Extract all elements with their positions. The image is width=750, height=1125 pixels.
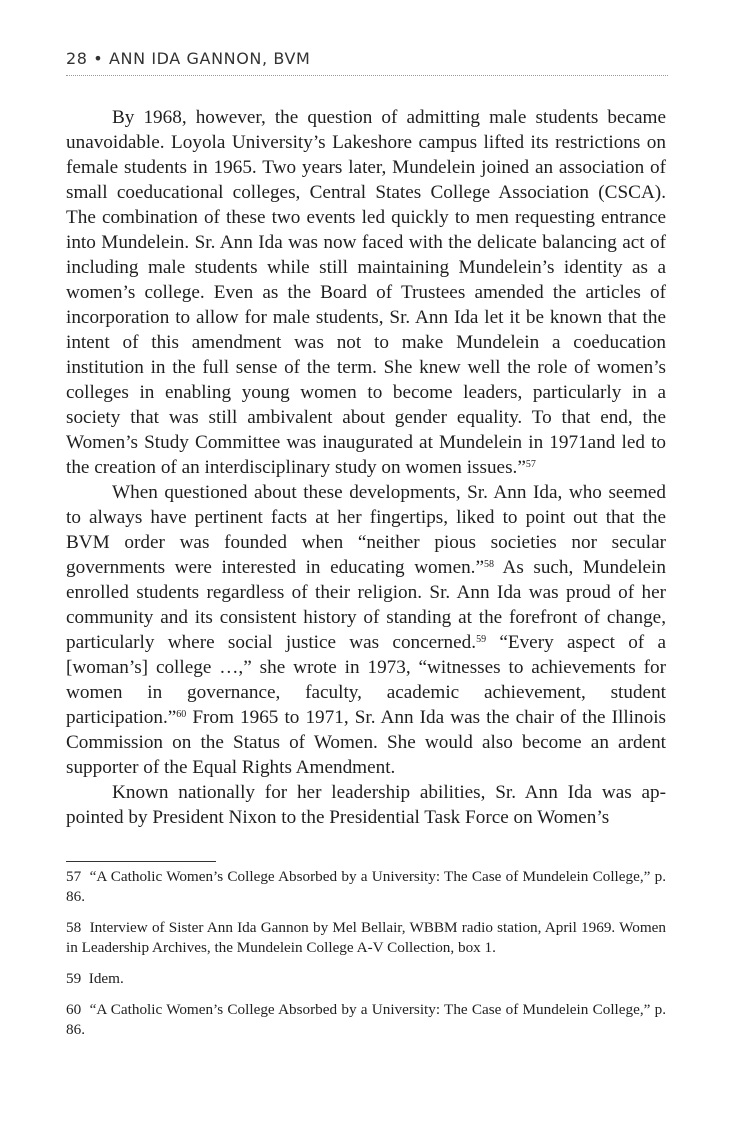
paragraph-text: As such, Mundelein enrolled students regardless of their religion. Sr. Ann Ida was proud of her community and its consistent history of standing at the forefront of change, particularly where social justice was concerned. [66, 557, 666, 653]
header-separator: • [93, 49, 104, 68]
footnote-ref: 60 [176, 709, 187, 720]
footnote-text: “A Catholic Women’s College Absorbed by a University: The Case of Mundelein College,” p. 86. [66, 1001, 666, 1038]
footnote-text: “A Catholic Women’s College Absorbed by a University: The Case of Mundelein College,” p. 86. [66, 868, 666, 905]
main-text [66, 105, 666, 830]
paragraph [66, 480, 666, 780]
footnote-text: Idem. [88, 970, 124, 987]
paragraph-text: Known nationally for her leadership abilities, Sr. Ann Ida was appointed by President Nixon to the Presidential Task Force on Women’s [66, 782, 666, 828]
footnote-text: Interview of Sister Ann Ida Gannon by Mel Bellair, WBBM radio station, April 1969. Women in Leadership Archives, the Mundelein College A-V Collection, box 1. [66, 919, 666, 956]
footnote-number: 59 [66, 970, 82, 987]
footnotes [66, 867, 666, 1051]
footnote-ref: 59 [476, 634, 487, 645]
paragraph-text: From 1965 to 1971, Sr. Ann Ida was the chair of the Illinois Commission on the Status of Women. She would also become an ardent supporter of the Equal Rights Amendment. [66, 707, 666, 778]
paragraph [66, 105, 666, 480]
footnote [66, 918, 666, 958]
paragraph [66, 780, 666, 830]
footnote [66, 1000, 666, 1040]
running-header [66, 49, 668, 76]
paragraph-text: “Every aspect of a [woman’s] college …,” she wrote in 1973, “witnesses to achievements for women in governance, faculty, academic achievement, student participation.” [66, 632, 666, 728]
footnote-number: 60 [66, 1001, 82, 1018]
page-number: 28 [66, 49, 88, 68]
footnote [66, 969, 666, 989]
footnote-ref: 57 [525, 459, 536, 470]
running-title: ANN IDA GANNON, BVM [108, 49, 311, 68]
paragraph-text: By 1968, however, the question of admitting male students became unavoidable. Loyola University’s Lakeshore campus lifted its restrictions on female students in 1965. Two years later, Mundelein joined an association of small coeducational colleges, Central States College Association (CSCA). The combination of these two events led quickly to men requesting entrance into Mundelein. Sr. Ann Ida was now faced with the delicate balancing act of including male students while still maintaining Mundelein’s identity as a women’s college. Even as the Board of Trustees amended the articles of incorporation to allow for male students, Sr. Ann Ida let it be known that the intent of this amendment was not to make Mundelein a coeducation institution in the full sense of the term. She knew well the role of women’s colleges in enabling young women to become leaders, particularly in a society that was still ambivalent about gender equality. To that end, the Women’s Study Committee was inaugurated at Mundelein in 1971and led to the creation of an interdisciplinary study on women issues.” [66, 107, 666, 478]
paragraph-text: When questioned about these developments, Sr. Ann Ida, who seemed to always have pertinent facts at her fingertips, liked to point out that the BVM order was founded when “neither pious societies nor secular governments were interested in educating women.” [66, 482, 666, 578]
footnote-rule [66, 861, 216, 862]
footnote [66, 867, 666, 907]
footnote-ref: 58 [484, 559, 494, 570]
footnote-number: 58 [66, 919, 82, 936]
footnote-number: 57 [66, 868, 82, 885]
